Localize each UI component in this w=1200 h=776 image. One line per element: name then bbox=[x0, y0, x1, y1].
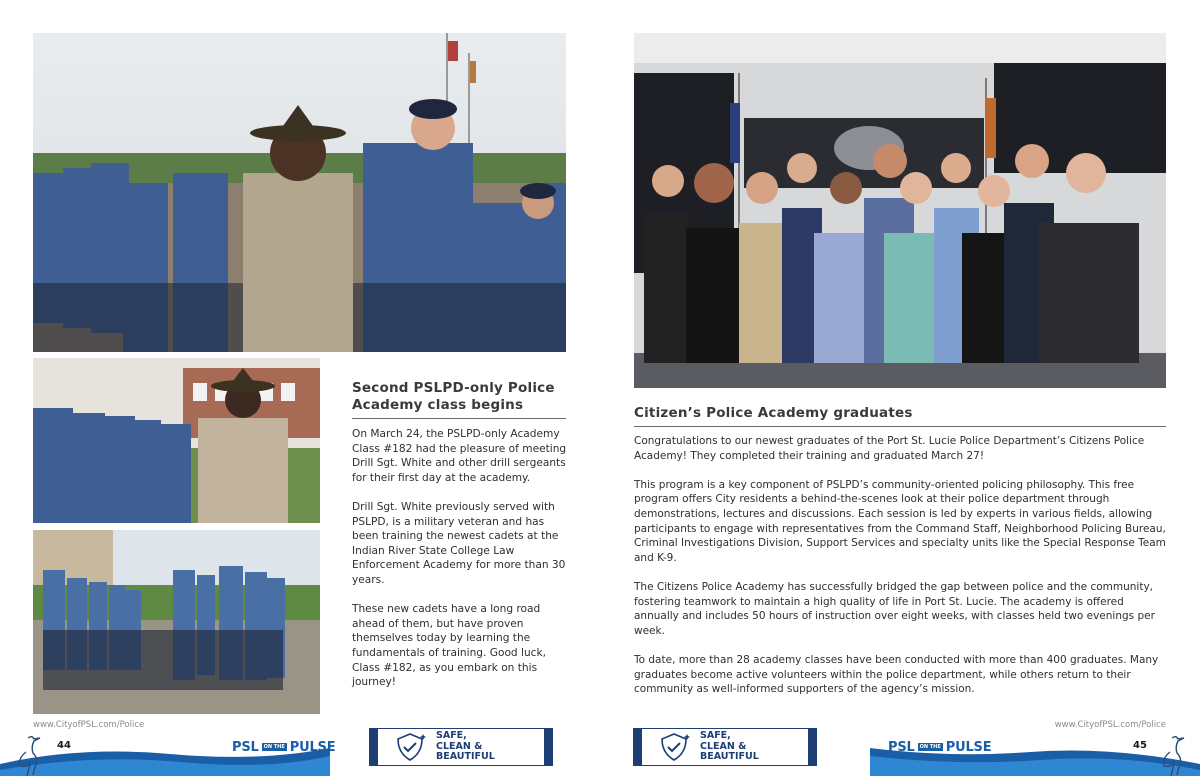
photo-citizens-academy-graduates bbox=[634, 33, 1166, 388]
psl-logo-tail: PULSE bbox=[289, 739, 336, 755]
shield-check-icon bbox=[656, 731, 692, 763]
right-paragraph-2: This program is a key component of PSLPD’s community-oriented policing philosophy. This free program offers City residents a behind-the-scenes look at their police department through demonstrations, lectures and discussions. Each session is led by experts in various fields, allowing participants to engage with representatives from the Command Staff, Neighborhood Policing Bureau, Criminal Investigations Division, Support Services and specialty units like the Special Response Team and K-9. bbox=[634, 478, 1166, 564]
psl-logo-main: PSL bbox=[888, 739, 915, 755]
right-article-heading: Citizen’s Police Academy graduates bbox=[634, 405, 913, 421]
psl-on-the-pulse-logo bbox=[232, 738, 335, 756]
psl-logo-tail: PULSE bbox=[945, 739, 992, 755]
page-number-left: 44 bbox=[57, 740, 71, 751]
heron-icon bbox=[14, 734, 44, 776]
shield-check-icon bbox=[392, 731, 428, 763]
safe-clean-beautiful-badge bbox=[633, 728, 817, 766]
page-number-right: 45 bbox=[1133, 740, 1147, 751]
right-paragraph-3: The Citizens Police Academy has successfully bridged the gap between police and the community, fostering teamwork to maintain a high quality of life in Port St. Lucie. The academy is offered annually and includes 50 hours of instruction over eight weeks, with classes held two evenings per week. bbox=[634, 580, 1155, 637]
psl-logo-tag: ON THE bbox=[263, 744, 285, 750]
photo-drill-sergeant-portrait bbox=[33, 358, 320, 523]
footer-url-left[interactable]: www.CityofPSL.com/Police bbox=[33, 720, 145, 730]
left-heading-rule bbox=[352, 418, 566, 419]
badge-line-2: CLEAN & bbox=[436, 740, 483, 752]
badge-bar bbox=[370, 729, 378, 765]
left-paragraph-3: These new cadets have a long road ahead of them, but have proven themselves today by learning the fundamentals of training. Good luck, Class #182, as you embark on this journey! bbox=[352, 603, 547, 689]
photo-drill-sergeant-inspection bbox=[33, 33, 566, 352]
safe-clean-beautiful-badge bbox=[369, 728, 553, 766]
left-article-heading: Second PSLPD-only Police Academy class begins bbox=[352, 380, 555, 413]
left-article-body bbox=[352, 427, 570, 704]
badge-line-1: SAFE, bbox=[700, 730, 731, 742]
badge-line-2: CLEAN & bbox=[700, 740, 747, 752]
right-paragraph-4: To date, more than 28 academy classes have been conducted with more than 400 graduates. Many graduates become active volunteers within the police department, while others return to their community as well-informed supporters of the agency’s mission. bbox=[634, 653, 1159, 696]
right-heading-rule bbox=[634, 426, 1166, 427]
badge-bar bbox=[544, 729, 552, 765]
psl-on-the-pulse-logo bbox=[888, 738, 991, 756]
psl-logo-tag: ON THE bbox=[919, 744, 941, 750]
badge-line-3: BEAUTIFUL bbox=[436, 751, 495, 763]
badge-text bbox=[436, 731, 544, 763]
left-paragraph-2: Drill Sgt. White previously served with PSLPD, is a military veteran and has been training the newest cadets at the Indian River State College Law Enforcement Academy for more than 30 years. bbox=[352, 500, 566, 586]
photo-cadet-formation bbox=[33, 530, 320, 714]
psl-logo-main: PSL bbox=[232, 739, 259, 755]
badge-line-1: SAFE, bbox=[436, 730, 467, 742]
right-paragraph-1: Congratulations to our newest graduates of the Port St. Lucie Police Department’s Citizens Police Academy! They completed their training and graduated March 27! bbox=[634, 435, 1145, 462]
badge-bar bbox=[808, 729, 816, 765]
footer-url-right[interactable]: www.CityofPSL.com/Police bbox=[1054, 720, 1166, 730]
heron-icon bbox=[1158, 734, 1188, 776]
badge-line-3: BEAUTIFUL bbox=[700, 751, 759, 763]
right-article-body bbox=[634, 434, 1170, 711]
left-paragraph-1: On March 24, the PSLPD-only Academy Class #182 had the pleasure of meeting Drill Sgt. White and other drill sergeants for their first day at the academy. bbox=[352, 428, 567, 484]
badge-text bbox=[700, 731, 808, 763]
badge-bar bbox=[634, 729, 642, 765]
